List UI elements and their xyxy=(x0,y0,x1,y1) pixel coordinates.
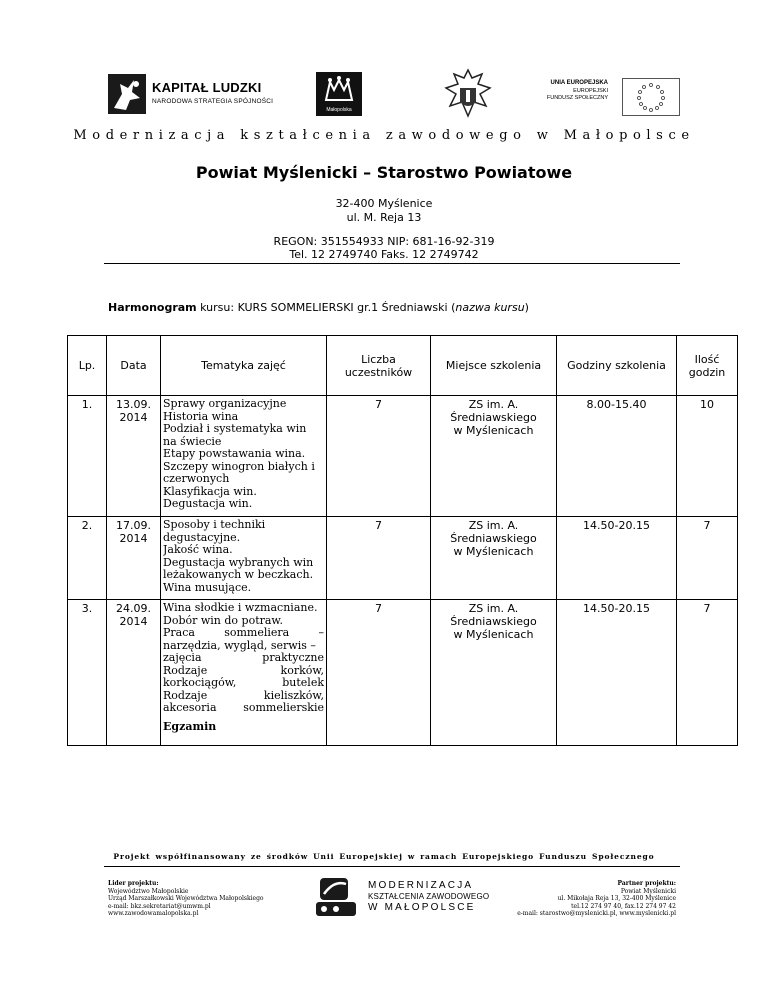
place-line: ZS im. A. xyxy=(468,398,519,411)
topic-line: Degustacja wybranych win xyxy=(163,556,314,569)
motto-word: w xyxy=(536,128,554,143)
topic-line: leżakowanych w beczkach. xyxy=(163,569,314,581)
coat-of-arms-icon xyxy=(442,68,494,120)
topic-line: Wina słodkie i wzmacniane. xyxy=(163,602,318,614)
row-lp: 2. xyxy=(68,517,107,600)
row-lp: 3. xyxy=(68,600,107,746)
header-liczba: Liczba uczestników xyxy=(327,336,431,396)
place-line: w Myślenicach xyxy=(453,545,534,558)
motto-word: Modernizacja xyxy=(73,128,231,143)
motto-word: Małopolsce xyxy=(563,128,695,143)
topic-word: akcesoria xyxy=(163,702,217,714)
motto-word: kształcenia xyxy=(240,128,376,143)
row-count: 10 xyxy=(677,396,738,517)
course-hint: nazwa kursu xyxy=(455,301,525,314)
topic-word: korków, xyxy=(280,664,324,677)
regon-line: REGON: 351554933 NIP: 681-16-92-319 xyxy=(273,235,495,248)
topic-word: sommelierskie xyxy=(243,702,324,714)
table-row xyxy=(68,396,738,517)
row-topics xyxy=(161,600,327,746)
topic-line-justified xyxy=(163,677,324,690)
motto-word: zawodowego xyxy=(385,128,527,143)
date-year: 2014 xyxy=(119,411,148,424)
topic-word: sommeliera xyxy=(224,627,290,639)
leader-title: Lider projektu: xyxy=(108,880,159,887)
place-line: Średniawskiego xyxy=(450,532,537,545)
topic-line: Klasyfikacja win. xyxy=(163,485,257,498)
topic-line: czerwonych xyxy=(163,473,230,485)
topic-line-justified xyxy=(163,702,324,715)
address-line-1: 32-400 Myślenice xyxy=(335,197,433,210)
topic-line: Jakość wina. xyxy=(163,544,233,556)
row-participants: 7 xyxy=(327,396,431,517)
address-line-2: ul. M. Reja 13 xyxy=(346,211,422,224)
topic-line: narzędzia, wygląd, serwis – xyxy=(163,639,316,652)
topic-line: Sposoby i techniki xyxy=(163,519,266,531)
table-row xyxy=(68,517,738,600)
row-date xyxy=(107,517,161,600)
topic-word: kieliszków, xyxy=(263,689,324,702)
topic-line: Historia wina xyxy=(163,410,239,423)
topic-line: degustacyjne. xyxy=(163,531,241,544)
kapital-ludzki-figure-icon xyxy=(108,74,146,114)
leader-email: e-mail: bkz.sekretariat@umwm.pl xyxy=(108,902,211,910)
topic-word: Rodzaje xyxy=(163,664,208,677)
row-date xyxy=(107,396,161,517)
header-ilosc: Ilość godzin xyxy=(677,336,738,396)
leader-website: www.zawodowamalopolska.pl xyxy=(108,910,199,917)
topic-word: zajęcia xyxy=(163,652,202,664)
date-line: 24.09. xyxy=(116,602,151,615)
eu-line2: EUROPEJSKI xyxy=(573,87,608,94)
kapital-ludzki-subtitle: NARODOWA STRATEGIA SPÓJNOŚCI xyxy=(152,98,274,105)
place-line: Średniawskiego xyxy=(450,411,537,424)
date-line: 17.09. xyxy=(116,519,151,532)
exam-label: Egzamin xyxy=(163,719,217,733)
course-text: kursu: KURS SOMMELIERSKI gr.1 Średniawski ( xyxy=(196,301,456,314)
place-line: w Myślenicach xyxy=(453,424,534,437)
project-leader-block xyxy=(108,880,264,918)
topic-line-justified xyxy=(163,665,324,678)
row-count: 7 xyxy=(677,517,738,600)
topic-word: butelek xyxy=(282,677,324,689)
malopolska-label: Małopolska xyxy=(326,107,352,113)
eu-line3: FUNDUSZ SPOŁECZNY xyxy=(546,95,608,101)
course-heading xyxy=(108,301,529,314)
topic-word: korkociągów, xyxy=(163,677,237,689)
header-data: Data xyxy=(107,336,161,396)
topic-line: Wina musujące. xyxy=(163,581,252,594)
schedule-table xyxy=(67,335,738,746)
row-topics xyxy=(161,396,327,517)
phone-line: Tel. 12 2749740 Faks. 12 2749742 xyxy=(289,248,479,261)
table-header-row xyxy=(68,336,738,396)
logo-row xyxy=(0,68,768,118)
topic-line-justified xyxy=(163,652,324,665)
eu-flag-icon xyxy=(622,78,680,116)
row-topics xyxy=(161,517,327,600)
row-hours: 14.50-20.15 xyxy=(557,600,677,746)
topic-line: Dobór win do potraw. xyxy=(163,614,284,627)
address-block xyxy=(0,197,768,225)
row-lp: 1. xyxy=(68,396,107,517)
kapital-ludzki-logo xyxy=(108,74,278,114)
header-lp: Lp. xyxy=(68,336,107,396)
place-line: ZS im. A. xyxy=(468,519,519,532)
mkz-line2: KSZTAŁCENIA ZAWODOWEGO xyxy=(368,892,490,901)
header-godziny: Godziny szkolenia xyxy=(557,336,677,396)
date-year: 2014 xyxy=(119,615,148,628)
eu-logo xyxy=(546,78,682,114)
row-hours: 14.50-20.15 xyxy=(557,517,677,600)
table-row xyxy=(68,600,738,746)
topic-line: Degustacja win. xyxy=(163,498,253,510)
partner-title: Partner projektu: xyxy=(617,880,676,887)
header-divider xyxy=(104,263,680,264)
row-participants: 7 xyxy=(327,517,431,600)
harmonogram-label: Harmonogram xyxy=(108,301,197,314)
row-hours: 8.00-15.40 xyxy=(557,396,677,517)
row-place xyxy=(431,396,557,517)
footer-divider xyxy=(104,866,680,867)
date-year: 2014 xyxy=(119,532,148,545)
eu-line1: UNIA EUROPEJSKA xyxy=(550,80,608,86)
mkz-logo-icon xyxy=(316,878,356,916)
course-close: ) xyxy=(524,301,529,314)
partner-line: ul. Mikołaja Reja 13, 32-400 Myślenice xyxy=(557,895,676,902)
date-line: 13.09. xyxy=(116,398,151,411)
row-place xyxy=(431,517,557,600)
mkz-logo xyxy=(316,878,496,914)
motto xyxy=(0,128,768,143)
place-line: ZS im. A. xyxy=(468,602,519,615)
page-title: Powiat Myślenicki – Starostwo Powiatowe xyxy=(195,163,573,182)
partner-phone: tel.12 274 97 40, fax.12 274 97 42 xyxy=(571,902,676,910)
header-tematyka: Tematyka zajęć xyxy=(161,336,327,396)
leader-line: Urząd Marszałkowski Województwa Małopolskiego xyxy=(108,895,264,902)
place-line: w Myślenicach xyxy=(453,628,534,641)
row-participants: 7 xyxy=(327,600,431,746)
topic-line: Podział i systematyka win xyxy=(163,423,307,435)
malopolska-logo xyxy=(316,72,362,116)
partner-email: e-mail: starostwo@myslenicki.pl, www.myslenicki.pl xyxy=(517,910,676,917)
topic-line: Sprawy organizacyjne xyxy=(163,398,287,410)
topic-line-justified xyxy=(163,627,324,640)
topic-line: Szczepy winogron białych i xyxy=(163,460,315,473)
topic-line: Etapy powstawania wina. xyxy=(163,448,306,460)
row-place xyxy=(431,600,557,746)
mkz-line1: MODERNIZACJA xyxy=(368,880,474,891)
project-funding-line: Projekt współfinansowany ze środków Unii Europejskiej w ramach Europejskiego Funduszu Społecznego xyxy=(113,852,655,861)
eu-logo-text xyxy=(498,80,608,103)
topic-word: Rodzaje xyxy=(163,689,208,702)
header-miejsce: Miejsce szkolenia xyxy=(431,336,557,396)
kapital-ludzki-title: KAPITAŁ LUDZKI xyxy=(152,80,262,95)
topic-word: Praca xyxy=(163,627,195,639)
partner-line: Powiat Myślenicki xyxy=(620,887,676,895)
leader-line: Województwo Małopolskie xyxy=(108,887,189,895)
mkz-line3: W MAŁOPOLSCE xyxy=(368,902,476,913)
topic-word: praktyczne xyxy=(262,652,324,664)
topic-line-justified xyxy=(163,690,324,703)
project-partner-block xyxy=(517,880,676,918)
topic-word: – xyxy=(318,627,324,639)
topic-line: na świecie xyxy=(163,435,222,448)
place-line: Średniawskiego xyxy=(450,615,537,628)
row-date xyxy=(107,600,161,746)
row-count: 7 xyxy=(677,600,738,746)
registry-block xyxy=(0,235,768,261)
